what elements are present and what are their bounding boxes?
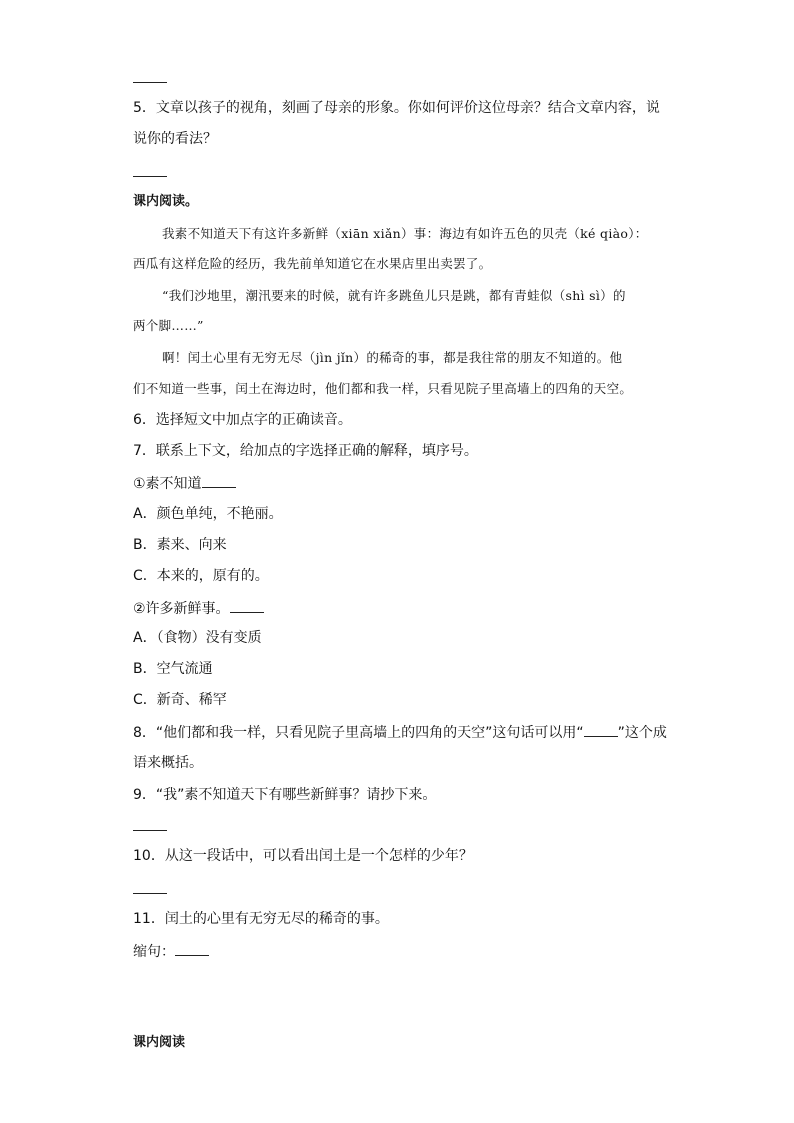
question-7-sub2 bbox=[133, 597, 264, 619]
passage-p1-line1: 我素不知道天下有这许多新鲜（xiān xiǎn）事：海边有如许五色的贝壳（ké qiào）： bbox=[162, 226, 648, 241]
passage-p3-line1: 啊！闰土心里有无穷无尽（jìn jǐn）的稀奇的事，都是我往常的朋友不知道的。他 bbox=[162, 350, 623, 365]
passage-p2-line1: “我们沙地里，潮汛要来的时候，就有许多跳鱼儿只是跳，都有青蛙似（shì sì）的 bbox=[162, 288, 626, 303]
passage-p1-line2: 西瓜有这样危险的经历，我先前单知道它在水果店里出卖罢了。 bbox=[133, 256, 492, 271]
question-6: 6．选择短文中加点字的正确读音。 bbox=[133, 412, 352, 428]
option-7-2-c: C．新奇、稀罕 bbox=[133, 692, 227, 708]
answer-blank-q11[interactable] bbox=[175, 940, 209, 956]
question-7-sub1-label: ①素不知道 bbox=[133, 476, 202, 492]
option-7-2-a: A．（食物）没有变质 bbox=[133, 630, 262, 646]
answer-blank-q5[interactable] bbox=[133, 176, 167, 177]
question-11: 11．闰土的心里有无穷无尽的稀奇的事。 bbox=[133, 911, 389, 927]
question-9: 9．“我”素不知道天下有哪些新鲜事？请抄下来。 bbox=[133, 787, 437, 803]
answer-blank-q4[interactable] bbox=[133, 82, 167, 83]
question-7-sub2-label: ②许多新鲜事。 bbox=[133, 601, 230, 617]
answer-label-condense: 缩句： bbox=[133, 944, 175, 960]
question-11-answer bbox=[133, 940, 209, 962]
question-7-stem: 7．联系上下文，给加点的字选择正确的解释，填序号。 bbox=[133, 443, 478, 459]
section-title-reading: 课内阅读。 bbox=[133, 194, 199, 209]
question-8-line1 bbox=[133, 721, 667, 743]
option-7-1-a: A．颜色单纯，不艳丽。 bbox=[133, 506, 283, 522]
answer-blank-q10[interactable] bbox=[133, 893, 167, 894]
passage-p3-line2: 们不知道一些事，闰土在海边时，他们都和我一样，只看见院子里高墙上的四角的天空。 bbox=[133, 381, 633, 396]
option-7-2-b: B．空气流通 bbox=[133, 661, 213, 677]
answer-blank-q9[interactable] bbox=[133, 830, 167, 831]
question-7-sub1 bbox=[133, 472, 236, 494]
question-8-line2: 语来概括。 bbox=[133, 755, 203, 771]
option-7-1-c: C．本来的，原有的。 bbox=[133, 568, 269, 584]
section-title-reading-2: 课内阅读 bbox=[133, 1035, 186, 1050]
question-10: 10．从这一段话中，可以看出闰土是一个怎样的少年？ bbox=[133, 848, 473, 864]
question-5-line2: 说你的看法？ bbox=[133, 131, 217, 147]
answer-blank-q8[interactable] bbox=[584, 721, 618, 737]
passage-p2-line2: 两个脚……” bbox=[133, 318, 204, 333]
option-7-1-b: B．素来、向来 bbox=[133, 537, 227, 553]
question-8-text-a: 8．“他们都和我一样，只看见院子里高墙上的四角的天空”这句话可以用“ bbox=[133, 725, 584, 741]
answer-blank-q7-2[interactable] bbox=[230, 597, 264, 613]
question-8-text-b: ”这个成 bbox=[617, 725, 667, 741]
question-5-line1: 5．文章以孩子的视角，刻画了母亲的形象。你如何评价这位母亲？结合文章内容，说 bbox=[133, 100, 660, 116]
answer-blank-q7-1[interactable] bbox=[202, 472, 236, 488]
